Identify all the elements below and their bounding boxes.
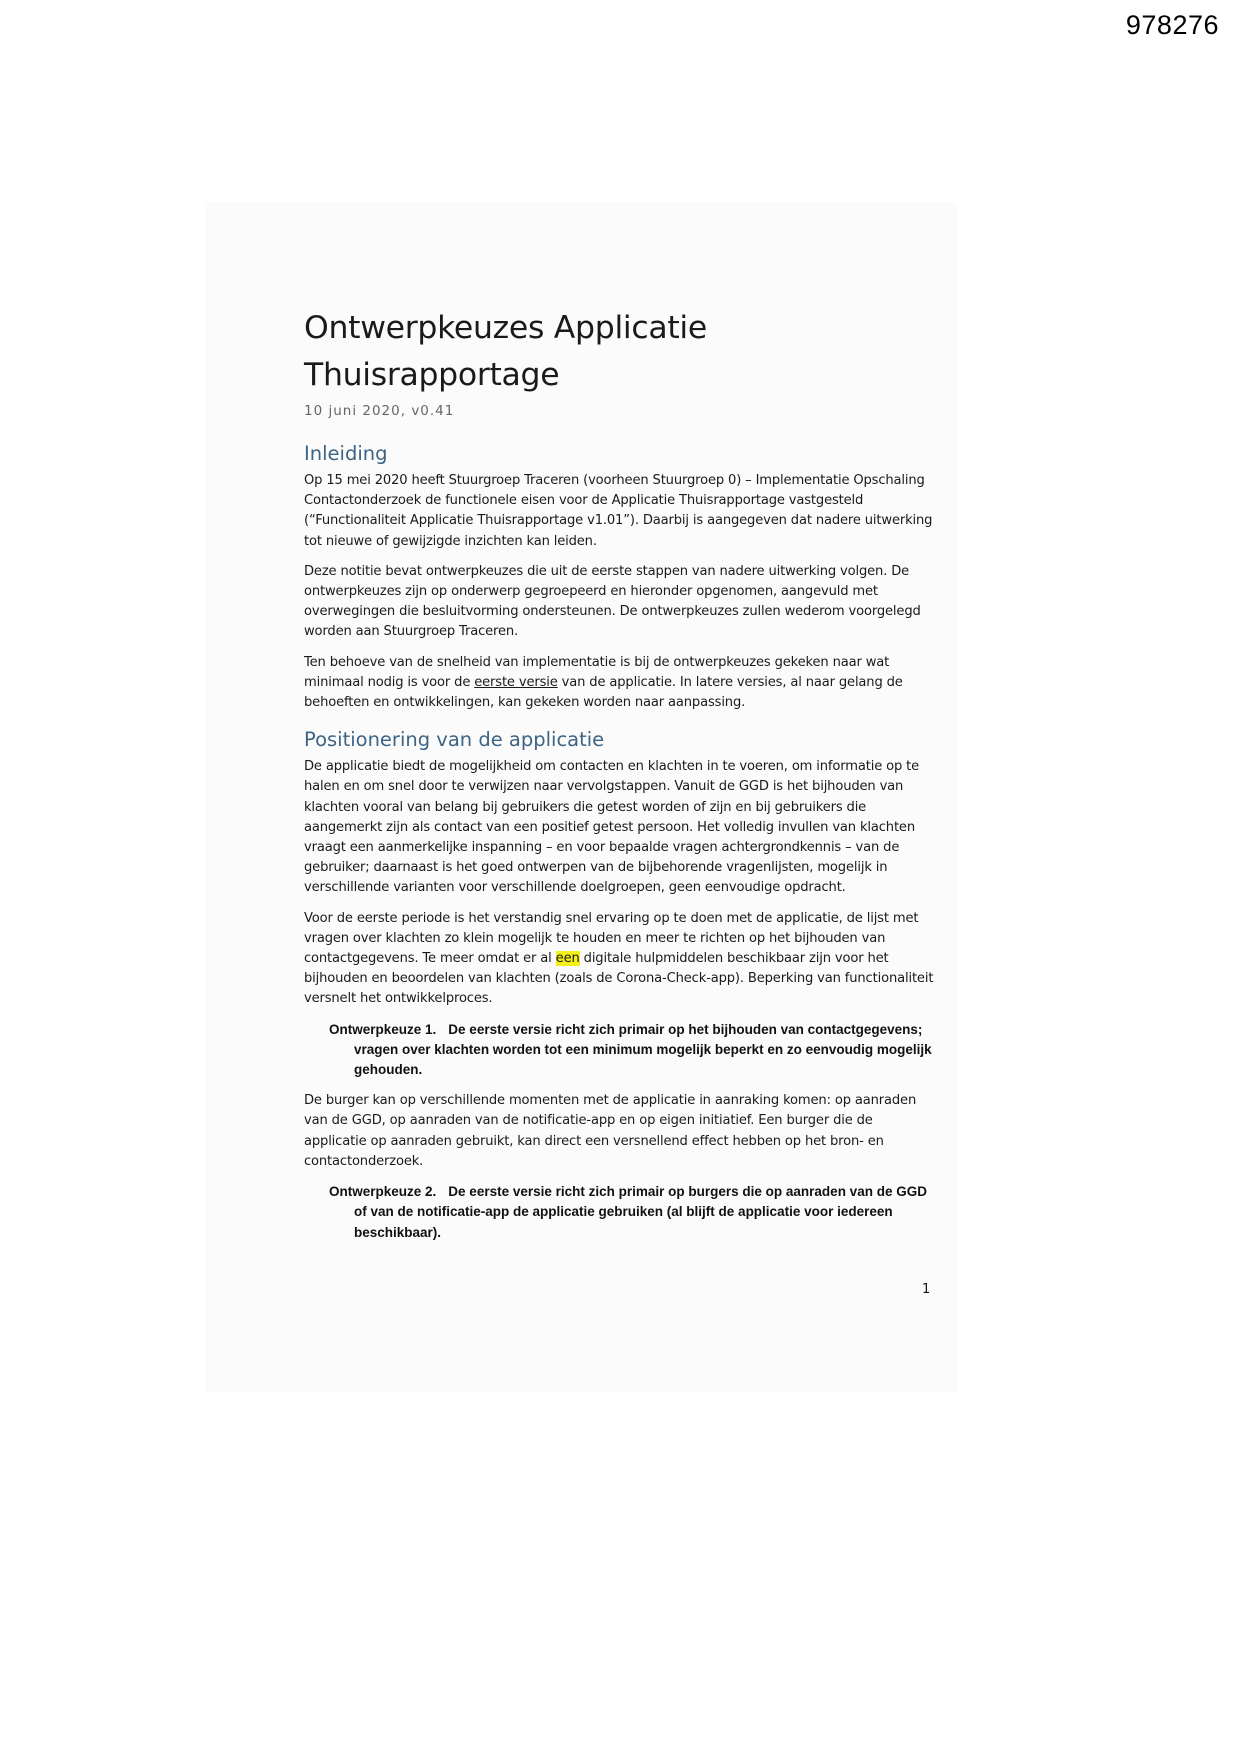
design-choice-text: De eerste versie richt zich primair op burgers die op aanraden van de GGD of van de notificatie-app de applicatie gebruiken (al blijft de applicatie voor iedereen beschikbaar). — [354, 1184, 927, 1240]
section-heading-inleiding: Inleiding — [304, 442, 388, 465]
section-heading-positionering: Positionering van de applicatie — [304, 728, 605, 752]
paragraph: De burger kan op verschillende momenten met de applicatie in aanraking komen: op aanraden van de GGD, op aanraden van de notificatie-app en op eigen initiatief. Een burger die de applicatie op aanraden gebruikt, kan direct een versnellend effect hebben op het bron- en contactonderzoek. — [304, 1093, 917, 1169]
underlined-text: eerste versie — [474, 674, 558, 690]
document-subtitle: 10 juni 2020, v0.41 — [304, 403, 455, 419]
design-choice-text: De eerste versie richt zich primair op het bijhouden van contactgegevens; vragen over klachten worden tot een minimum mogelijk beperkt en zo eenvoudig mogelijk gehouden. — [354, 1021, 932, 1078]
title-line-2: Thuisrapportage — [304, 357, 560, 393]
design-choice-label: Ontwerpkeuze 1. — [329, 1021, 437, 1037]
design-choice-2 — [329, 1182, 936, 1243]
design-choice-label: Ontwerpkeuze 2. — [329, 1184, 437, 1200]
paragraph: Op 15 mei 2020 heeft Stuurgroep Traceren (voorheen Stuurgroep 0) – Implementatie Opschaling Contactonderzoek de functionele eisen voor de Applicatie Thuisrapportage vastgesteld (“Functionaliteit Applicatie Thuisrapportage v1.01”). Daarbij is aangegeven dat nadere uitwerking tot nieuwe of gewijzigde inzichten kan leiden. — [304, 473, 933, 549]
document-title — [304, 305, 936, 399]
text-run: Voor de eerste periode is het verstandig snel ervaring op te doen met de applicatie, de lijst met vragen over klachten zo klein mogelijk te houden en meer te richten op het bijhouden van contactgegevens. Te meer omdat er al — [304, 910, 919, 967]
paragraph — [304, 909, 936, 1010]
design-choice-1 — [329, 1020, 936, 1081]
text-run: van de applicatie. In latere versies, al naar gelang de behoeften en ontwikkelingen, kan gekeken worden naar aanpassing. — [304, 674, 903, 711]
highlighted-text: een — [555, 951, 580, 967]
paragraph: De applicatie biedt de mogelijkheid om contacten en klachten in te voeren, om informatie op te halen en om snel door te verwijzen naar vervolgstappen. Vanuit de GGD is het bijhouden van klachten vooral van belang bij gebruikers die getest worden of zijn en bij gebruikers die aangemerkt zijn als contact van een positief getest persoon. Het volledig invullen van klachten vraagt een aanmerkelijke inspanning – en voor bepaalde vragen achtergrondkennis – van de gebruiker; daarnaast is het goed ontwerpen van de bijbehorende vragenlijsten, mogelijk in verschillende varianten voor verschillende doelgroepen, geen eenvoudige opdracht. — [304, 759, 920, 896]
document-content — [304, 305, 936, 1254]
paragraph: Deze notitie bevat ontwerpkeuzes die uit de eerste stappen van nadere uitwerking volgen. De ontwerpkeuzes zijn op onderwerp gegroepeerd en hieronder opgenomen, aangevuld met overwegingen die besluitvorming ondersteunen. De ontwerpkeuzes zullen wederom voorgelegd worden aan Stuurgroep Traceren. — [304, 563, 921, 640]
paragraph — [304, 653, 936, 714]
title-line-1: Ontwerpkeuzes Applicatie — [304, 310, 707, 346]
text-run: digitale hulpmiddelen beschikbaar zijn voor het bijhouden en beoordelen van klachten (zoals de Corona-Check-app). Beperking van functionaliteit versnelt het ontwikkelproces. — [304, 951, 934, 1007]
text-run: Ten behoeve van de snelheid van implementatie is bij de ontwerpkeuzes gekeken naar wat minimaal nodig is voor de — [304, 654, 890, 690]
document-id-stamp: 978276 — [1125, 10, 1219, 40]
page-number: 1 — [922, 1282, 931, 1297]
